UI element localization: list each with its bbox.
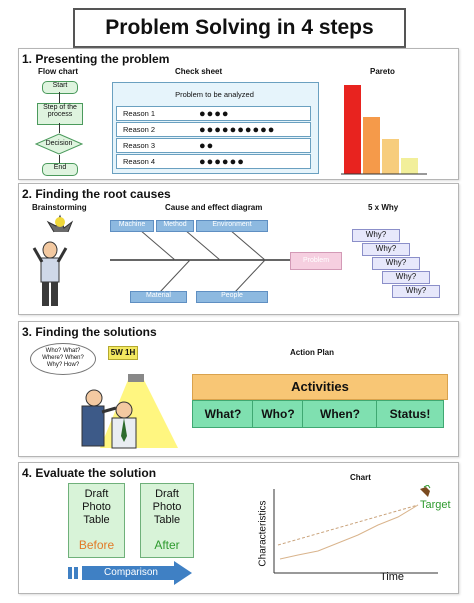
draft-before [68, 483, 125, 558]
draft-text-line: Photo [152, 501, 182, 513]
pareto-bar [382, 139, 399, 174]
reason-label: Reason 1 [123, 109, 156, 118]
reason-label: Reason 4 [123, 157, 156, 166]
draft-text-line: Draft [84, 488, 109, 500]
flow-arrow [59, 155, 60, 163]
flow-arrow [59, 92, 60, 103]
why-box: Why? [352, 229, 400, 242]
pareto-bar [363, 117, 380, 174]
check-sheet-row [116, 138, 311, 153]
check-sheet-row [116, 106, 311, 121]
flow-chart-label: Flow chart [38, 67, 79, 76]
check-sheet-row [116, 122, 311, 137]
action-plan-label: Action Plan [290, 348, 335, 357]
brainstorming-person-illustration [28, 214, 80, 310]
cause-material: Material [130, 291, 187, 303]
action-plan-column: When? [302, 400, 378, 428]
cause-machine: Machine [110, 220, 154, 232]
page-title: Problem Solving in 4 steps [73, 8, 406, 48]
before-label: Before [78, 538, 115, 552]
section-heading-4: 4. Evaluate the solution [22, 466, 157, 480]
after-label: After [154, 538, 180, 552]
five-why-label: 5 x Why [368, 203, 399, 212]
section-heading-1: 1. Presenting the problem [22, 52, 170, 66]
cause-people: People [196, 291, 268, 303]
check-sheet-row [116, 154, 311, 169]
y-axis-label: Characteristics [257, 500, 269, 567]
draft-after [140, 483, 194, 558]
interrogation-illustration [66, 370, 186, 450]
draft-text-line: Table [153, 514, 181, 526]
flow-step: Step of the process [37, 103, 83, 125]
draft-text-line: Table [83, 514, 110, 526]
pareto-label: Pareto [370, 67, 395, 76]
tag-5w1h: 5W 1H [108, 346, 138, 360]
target-label: Target [420, 499, 451, 511]
activities-header: Activities [192, 374, 448, 400]
effect-box: Problem [290, 252, 342, 270]
section-heading-3: 3. Finding the solutions [22, 325, 157, 339]
tally-marks: ●● [199, 139, 215, 152]
cause-effect-label: Cause and effect diagram [165, 203, 263, 212]
section-heading-2: 2. Finding the root causes [22, 187, 171, 201]
action-plan-column: Who? [252, 400, 304, 428]
why-box: Why? [392, 285, 440, 298]
reason-label: Reason 3 [123, 141, 156, 150]
tally-marks: ●●●● [199, 107, 230, 120]
flow-start: Start [42, 81, 78, 94]
why-box: Why? [372, 257, 420, 270]
draft-text-line: Photo [82, 501, 111, 513]
action-plan-column: What? [192, 400, 254, 428]
pareto-chart [335, 78, 450, 176]
tally-marks: ●●●●●●●●●● [199, 123, 276, 136]
flow-arrow [59, 123, 60, 133]
check-sheet-header: Problem to be analyzed [175, 90, 254, 99]
cause-environment: Environment [196, 220, 268, 232]
tally-marks: ●●●●●● [199, 155, 245, 168]
pareto-bar [344, 85, 361, 174]
pareto-bar [401, 158, 418, 174]
x-axis-label: Time [380, 571, 405, 583]
cause-method: Method [156, 220, 194, 232]
speech-bubble-text: Who? What? Where? When? Why? How? [42, 348, 84, 368]
draft-text-line: Draft [155, 488, 179, 500]
brainstorming-label: Brainstorming [32, 203, 87, 212]
action-plan-column: Status! [376, 400, 444, 428]
why-box: Why? [382, 271, 430, 284]
reason-label: Reason 2 [123, 125, 156, 134]
check-sheet-label: Check sheet [175, 67, 223, 76]
flow-decision-label: Decision [45, 140, 73, 147]
chart-label: Chart [350, 473, 371, 482]
flow-end: End [42, 163, 78, 176]
comparison-label: Comparison [104, 567, 158, 578]
why-box: Why? [362, 243, 410, 256]
